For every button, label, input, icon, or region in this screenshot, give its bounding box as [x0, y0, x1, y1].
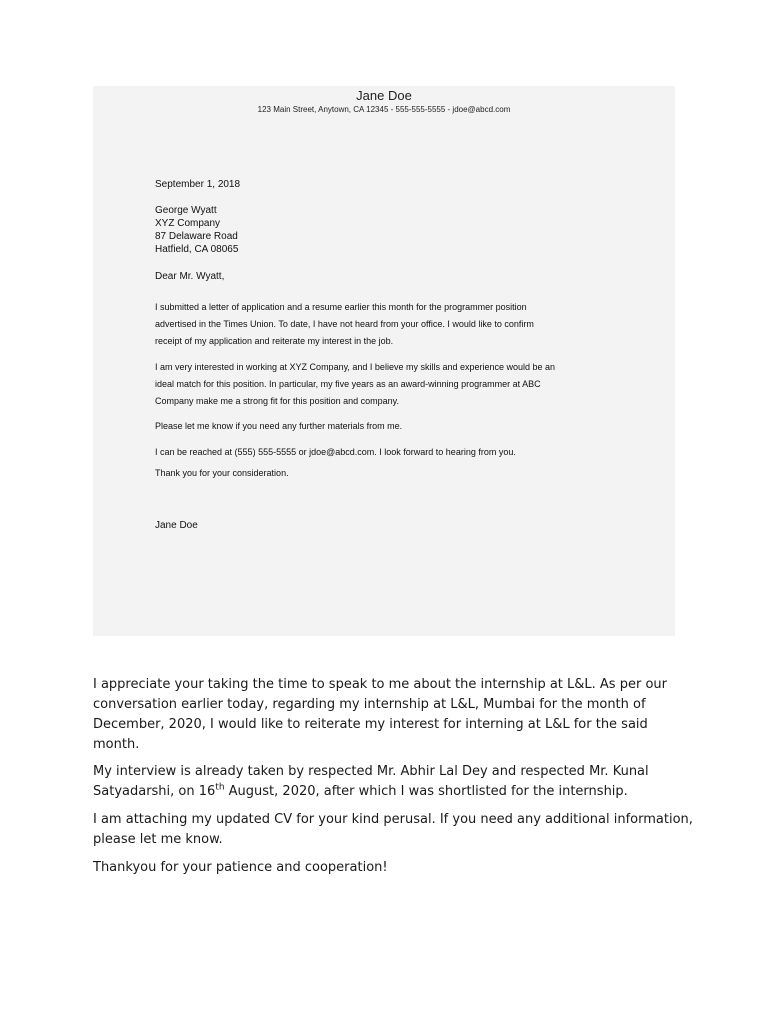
letter-paragraph: [155, 465, 615, 482]
body-line: I appreciate your taking the time to speak to me about the internship at L&L. As per our: [93, 677, 667, 692]
body-line: please let me know.: [93, 832, 223, 847]
body-line: December, 2020, I would like to reiterate my interest for interning at L&L for the said: [93, 717, 648, 732]
body-line: I am attaching my updated CV for your kind perusal. If you need any additional information,: [93, 812, 693, 827]
letter-line: I submitted a letter of application and a resume earlier this month for the programmer position: [155, 302, 527, 312]
letter-line: advertised in the Times Union. To date, I have not heard from your office. I would like to confirm: [155, 319, 534, 329]
letter-paragraph: [155, 299, 615, 350]
recipient-city: Hatfield, CA 08065: [155, 244, 239, 255]
letter-line: I can be reached at (555) 555-5555 or jdoe@abcd.com. I look forward to hearing from you.: [155, 447, 516, 457]
sender-contact: 123 Main Street, Anytown, CA 12345 - 555-555-5555 - jdoe@abcd.com: [257, 105, 511, 114]
letter-paragraph: [155, 359, 615, 410]
body-text-segment: August, 2020, after which I was shortlisted for the internship.: [224, 784, 628, 799]
letter-salutation: Dear Mr. Wyatt,: [155, 271, 225, 282]
letter-line: Company make me a strong fit for this position and company.: [155, 396, 399, 406]
body-line: My interview is already taken by respected Mr. Abhir Lal Dey and respected Mr. Kunal: [93, 764, 649, 779]
body-line: month.: [93, 737, 140, 752]
letter-signature: Jane Doe: [155, 520, 198, 531]
body-paragraph-1: [93, 675, 683, 755]
letter-line: I am very interested in working at XYZ Company, and I believe my skills and experience would be an: [155, 362, 556, 372]
body-line: Thankyou for your patience and cooperation!: [93, 860, 388, 875]
letter-date: September 1, 2018: [155, 179, 241, 190]
body-paragraph-2: [93, 762, 683, 802]
recipient-company: XYZ Company: [155, 218, 221, 229]
ordinal-suffix: th: [215, 782, 225, 793]
body-line: [93, 782, 683, 802]
recipient-name: George Wyatt: [155, 205, 217, 216]
body-line: conversation earlier today, regarding my internship at L&L, Mumbai for the month of: [93, 697, 646, 712]
letter-paragraph: [155, 418, 615, 435]
sample-letter-image: [93, 86, 675, 636]
letter-line: Please let me know if you need any further materials from me.: [155, 421, 403, 431]
letter-paragraph: [155, 444, 615, 461]
body-paragraph-4: [93, 858, 683, 878]
letter-line: ideal match for this position. In particular, my five years as an award-winning programmer at ABC: [155, 379, 541, 389]
recipient-street: 87 Delaware Road: [155, 231, 238, 242]
body-paragraph-3: [93, 810, 693, 850]
body-text-segment: Satyadarshi, on 16: [93, 784, 216, 799]
letter-line: Thank you for your consideration.: [155, 468, 289, 478]
sender-name: Jane Doe: [356, 88, 412, 103]
letter-line: receipt of my application and reiterate my interest in the job.: [155, 336, 394, 346]
